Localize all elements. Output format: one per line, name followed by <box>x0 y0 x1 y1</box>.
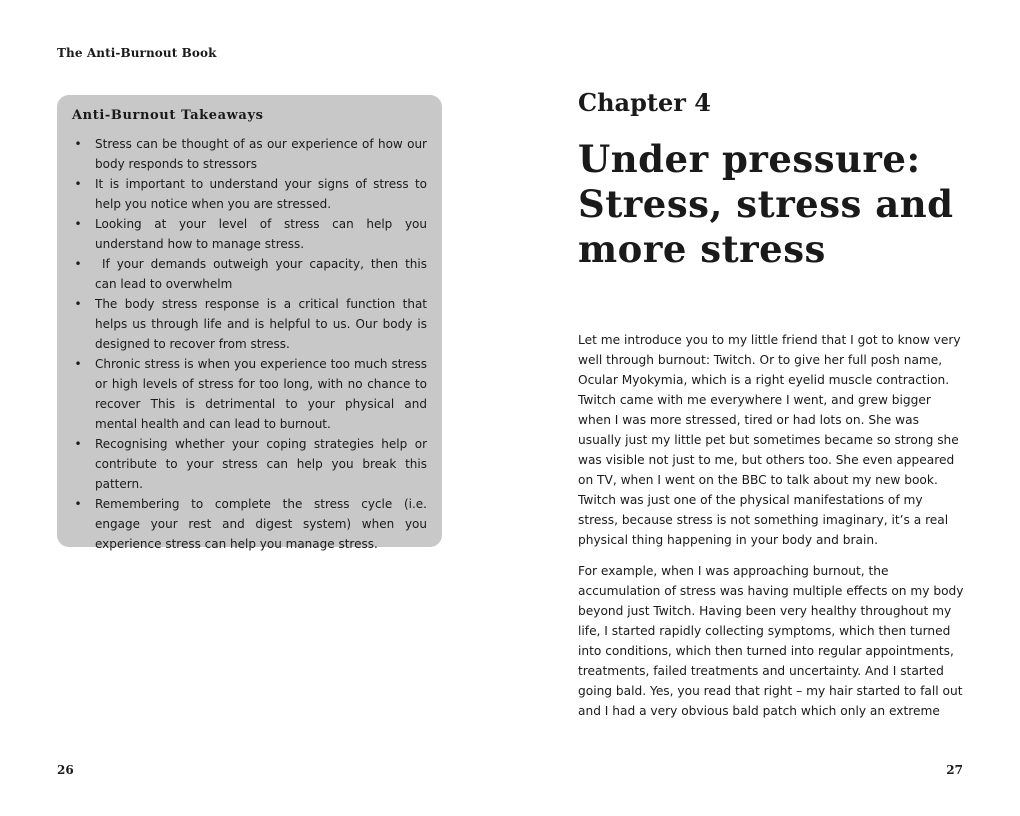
bullet-icon: • <box>74 357 82 371</box>
takeaway-item <box>72 354 427 434</box>
bullet-icon: • <box>74 297 82 311</box>
bullet-icon: • <box>74 437 82 451</box>
page-number-left: 26 <box>57 763 74 777</box>
takeaway-text: Looking at your level of stress can help you understand how to manage stress. <box>95 217 427 251</box>
bullet-icon: • <box>74 137 82 151</box>
takeaways-title: Anti-Burnout Takeaways <box>72 108 264 123</box>
takeaway-text: Recognising whether your coping strategies help or contribute to your stress can help you break this pattern. <box>95 437 427 491</box>
takeaway-text: It is important to understand your signs of stress to help you notice when you are stressed. <box>95 177 427 211</box>
page-number-right: 27 <box>946 763 963 777</box>
body-paragraph: Let me introduce you to my little friend that I got to know very well through burnout: Twitch. Or to give her full posh name, Ocular Myokymia, which is a right eyelid muscle contraction. Twitch came with me everywhere I went, and grew bigger when I was more stressed, tired or had lots on. She was usually just my little pet but sometimes became so strong she was visible not just to me, but others too. She even appeared on TV, when I went on the BBC to talk about my new book. Twitch was just one of the physical manifestations of my stress, because stress is not something imaginary, it’s a real physical thing happening in your body and brain. <box>578 333 961 547</box>
takeaway-text: The body stress response is a critical function that helps us through life and is helpful to us. Our body is designed to recover from stress. <box>95 297 427 351</box>
takeaway-item <box>72 434 427 494</box>
bullet-icon: • <box>74 497 82 511</box>
bullet-icon: • <box>74 217 82 231</box>
takeaway-item <box>72 214 427 254</box>
chapter-label: Chapter 4 <box>578 88 711 117</box>
bullet-icon: • <box>74 177 82 191</box>
takeaway-text: If your demands outweigh your capacity, then this can lead to overwhelm <box>95 257 431 291</box>
chapter-title: Under pressure: Stress, stress and more stress <box>578 137 954 271</box>
running-head: The Anti-Burnout Book <box>57 46 217 60</box>
takeaway-text: Remembering to complete the stress cycle (i.e. engage your rest and digest system) when you experience stress can help you manage stress. <box>95 497 427 551</box>
takeaway-item <box>72 294 427 354</box>
takeaways-box <box>57 95 442 551</box>
takeaway-item <box>72 494 427 554</box>
bullet-icon: • <box>74 257 82 271</box>
takeaway-text: Stress can be thought of as our experience of how our body responds to stressors <box>95 137 427 171</box>
body-paragraph: For example, when I was approaching burnout, the accumulation of stress was having multiple effects on my body beyond just Twitch. Having been very healthy throughout my life, I started rapidly collecting symptoms, which then turned into conditions, which then turned into regular appointments, treatments, failed treatments and uncertainty. And I started going bald. Yes, you read that right – my hair started to fall out and I had a very obvious bald patch which only an extreme <box>578 564 964 718</box>
takeaway-item <box>72 174 427 214</box>
body-text <box>578 330 964 732</box>
takeaway-item <box>72 134 427 174</box>
takeaway-item <box>72 254 431 294</box>
takeaway-text: Chronic stress is when you experience too much stress or high levels of stress for too long, with no chance to recover This is detrimental to your physical and mental health and can lead to burnout. <box>95 357 427 431</box>
takeaways-list <box>72 134 431 554</box>
